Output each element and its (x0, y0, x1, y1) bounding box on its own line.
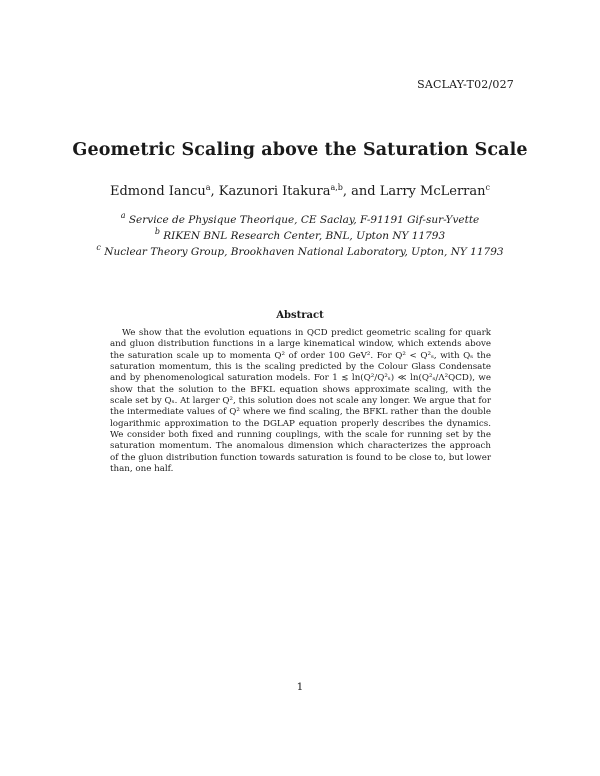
affiliation-mark: c (96, 243, 101, 252)
affiliation-mark: a (120, 211, 126, 220)
author-affiliation-mark: a (205, 183, 211, 192)
report-number: SACLAY-T02/027 (417, 78, 514, 91)
abstract-body: We show that the evolution equations in QCD predict geometric scaling for quark and gluon distribution functions in a large kinematical window, which extends above the saturation scale up to momenta Q² of order 100 GeV². For Q² < Q²ₛ, with Qₛ the saturation momentum, this is the scaling predicted by the Colour Glass Condensate and by phenomenological saturation models. For 1 ≲ ln(Q²/Q²ₛ) ≪ ln(Q²ₛ/Λ²QCD), we show that the solution to the BFKL equation shows approximate scaling, with the scale set by Qₛ. At larger Q², this solution does not scale any longer. We argue that for the intermediate values of Q² where we find scaling, the BFKL rather than the double logarithmic approximation to the DGLAP equation properly describes the dynamics. We consider both fixed and running couplings, with the scale for running set by the saturation momentum. The anomalous dimension which characterizes the approach of the gluon distribution function towards saturation is found to be close to, but lower than, one half. (110, 328, 491, 475)
affiliation-list (0, 212, 600, 260)
page-number: 1 (296, 681, 304, 693)
abstract-heading: Abstract (276, 310, 324, 321)
affiliation (0, 228, 600, 244)
author-separator: , (210, 184, 219, 199)
affiliation (0, 212, 600, 228)
author-separator: , and (342, 184, 380, 199)
affiliation (0, 244, 600, 260)
paper-title: Geometric Scaling above the Saturation Scale (72, 140, 528, 160)
author-name: Kazunori Itakura (218, 184, 331, 199)
author-affiliation-mark: a,b (330, 183, 343, 192)
affiliation-text: Service de Physique Theorique, CE Saclay, F-91191 Gif-sur-Yvette (128, 214, 480, 226)
author-name: Edmond Iancu (109, 184, 206, 199)
author-name: Larry McLerran (379, 184, 486, 199)
affiliation-mark: b (154, 227, 160, 236)
affiliation-text: RIKEN BNL Research Center, BNL, Upton NY 11793 (163, 230, 446, 242)
author-affiliation-mark: c (485, 183, 490, 192)
author-list (0, 184, 600, 199)
affiliation-text: Nuclear Theory Group, Brookhaven National Laboratory, Upton, NY 11793 (104, 246, 504, 258)
